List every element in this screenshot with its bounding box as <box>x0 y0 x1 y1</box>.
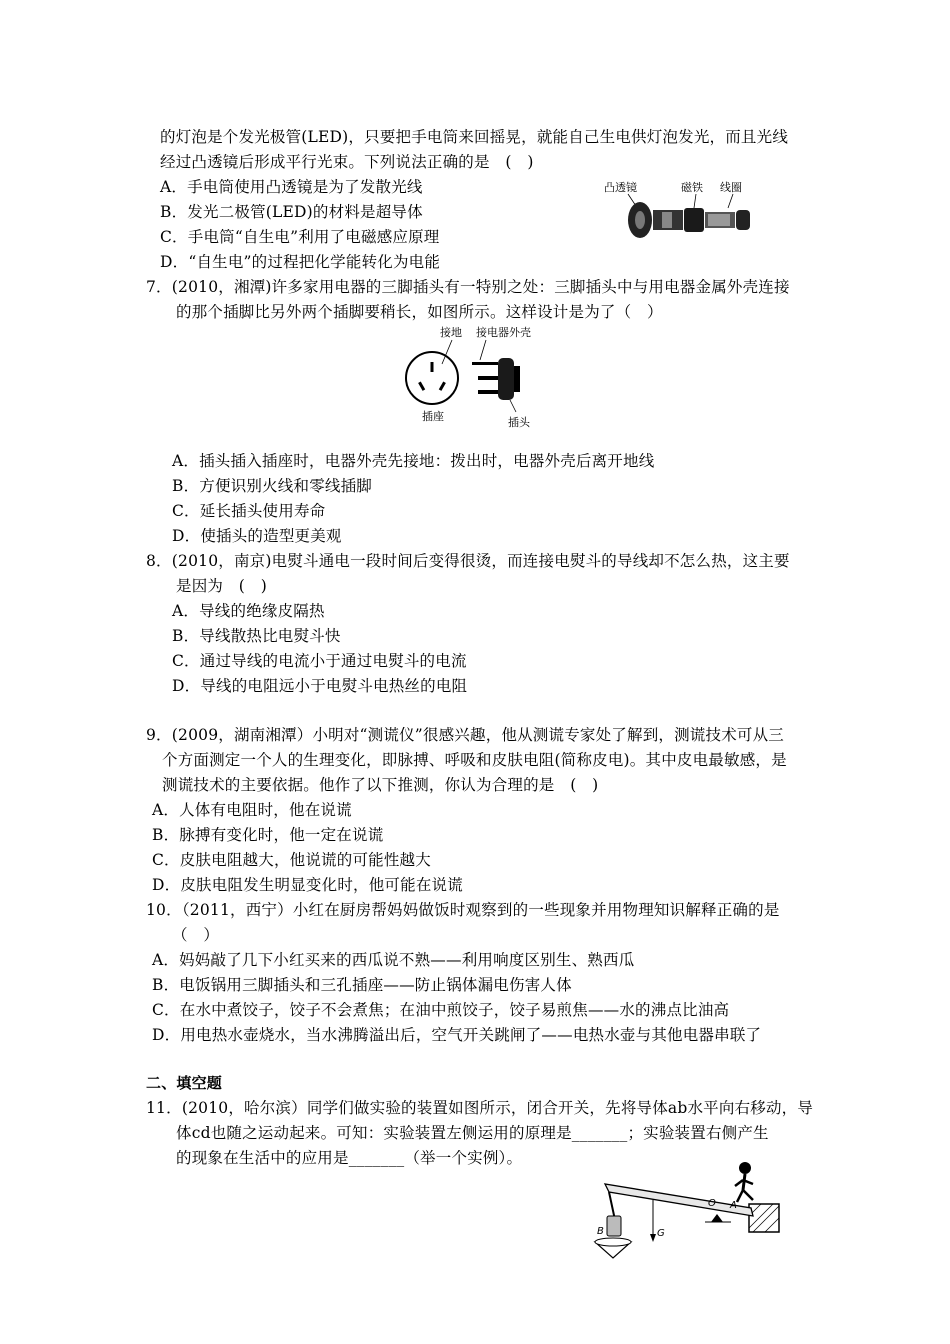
q8-option-b: B．导线散热比电熨斗快 <box>172 627 341 645</box>
flashlight-figure <box>598 172 758 242</box>
q11-text-line3: 的现象在生活中的应用是_______（举一个实例）。 <box>176 1149 523 1167</box>
q9-text-line1: 9．(2009，湖南湘潭）小明对“测谎仪”很感兴趣，他从测谎专家处了解到，测谎技术可从三 <box>146 726 785 744</box>
label-a: A <box>730 1200 737 1211</box>
ground-label: 接地 <box>440 326 462 339</box>
q7-text-line1: 7．(2010，湘潭)许多家用电器的三脚插头有一特别之处：三脚插头中与用电器金属外壳连接 <box>146 278 790 296</box>
q7-option-a: A．插头插入插座时，电器外壳先接地：拨出时，电器外壳后离开地线 <box>172 452 655 470</box>
q9-text-line3: 测谎技术的主要依据。他作了以下推测，你认为合理的是 ( ) <box>162 776 599 794</box>
lever-figure <box>585 1158 790 1262</box>
q8-text-line2: 是因为 ( ) <box>176 577 267 595</box>
label-o: O <box>708 1198 716 1209</box>
three-pin-plug-figure <box>400 320 570 430</box>
q8-text-line1: 8．(2010，南京)电熨斗通电一段时间后变得很烫，而连接电熨斗的导线却不怎么热，这主要 <box>146 552 790 570</box>
q6-text-line2: 经过凸透镜后形成平行光束。下列说法正确的是 ( ) <box>160 153 534 171</box>
q8-option-c: C．通过导线的电流小于通过电熨斗的电流 <box>172 652 467 670</box>
q11-text-line1: 11．(2010，哈尔滨）同学们做实验的装置如图所示，闭合开关，先将导体ab水平向右移动，导 <box>146 1099 814 1117</box>
q8-option-a: A．导线的绝缘皮隔热 <box>172 602 325 620</box>
label-g: G <box>657 1228 665 1239</box>
q7-option-b: B．方便识别火线和零线插脚 <box>172 477 372 495</box>
q8-option-d: D．导线的电阻远小于电熨斗电热丝的电阻 <box>172 677 468 695</box>
q10-option-a: A．妈妈敲了几下小红买来的西瓜说不熟——利用响度区别生、熟西瓜 <box>152 951 635 969</box>
q6-option-d: D．“自生电”的过程把化学能转化为电能 <box>160 253 441 271</box>
socket-label: 插座 <box>422 410 444 423</box>
magnet-label: 磁铁 <box>681 181 703 194</box>
label-b: B <box>597 1226 604 1237</box>
q9-option-c: C．皮肤电阻越大，他说谎的可能性越大 <box>152 851 431 869</box>
q7-text-line2: 的那个插脚比另外两个插脚要稍长，如图所示。这样设计是为了（ ） <box>176 303 663 321</box>
lens-label: 凸透镜 <box>604 181 637 194</box>
section-title: 二、填空题 <box>146 1074 223 1092</box>
q10-text-line2: （ ） <box>172 926 220 944</box>
q10-option-b: B．电饭锅用三脚插头和三孔插座——防止锅体漏电伤害人体 <box>152 976 572 994</box>
q10-text-line1: 10．（2011，西宁）小红在厨房帮妈妈做饭时观察到的一些现象并用物理知识解释正确的是 <box>146 901 780 919</box>
q10-option-d: D．用电热水壶烧水，当水沸腾溢出后，空气开关跳闸了——电热水壶与其他电器串联了 <box>152 1026 762 1044</box>
q9-text-line2: 个方面测定一个人的生理变化，即脉搏、呼吸和皮肤电阻(简称皮电)。其中皮电最敏感，是 <box>162 751 787 769</box>
q11-text-line2: 体cd也随之运动起来。可知：实验装置左侧运用的原理是_______；实验装置右侧产生 <box>176 1124 769 1142</box>
q9-option-a: A．人体有电阻时，他在说谎 <box>152 801 352 819</box>
q9-option-b: B．脉搏有变化时，他一定在说谎 <box>152 826 384 844</box>
q7-option-c: C．延长插头使用寿命 <box>172 502 326 520</box>
q6-option-b: B．发光二极管(LED)的材料是超导体 <box>160 203 423 221</box>
shell-label: 接电器外壳 <box>476 326 531 339</box>
q6-text-line1: 的灯泡是个发光极管(LED)，只要把手电筒来回摇晃，就能自己生电供灯泡发光，而且光线 <box>160 128 789 146</box>
plug-label: 插头 <box>508 416 530 429</box>
q10-option-c: C．在水中煮饺子，饺子不会煮焦；在油中煎饺子，饺子易煎焦——水的沸点比油高 <box>152 1001 730 1019</box>
q6-option-a: A．手电筒使用凸透镜是为了发散光线 <box>160 178 423 196</box>
q9-option-d: D．皮肤电阻发生明显变化时，他可能在说谎 <box>152 876 463 894</box>
q7-option-d: D．使插头的造型更美观 <box>172 527 342 545</box>
coil-label: 线圈 <box>720 181 742 194</box>
q6-option-c: C．手电筒“自生电”利用了电磁感应原理 <box>160 228 440 246</box>
